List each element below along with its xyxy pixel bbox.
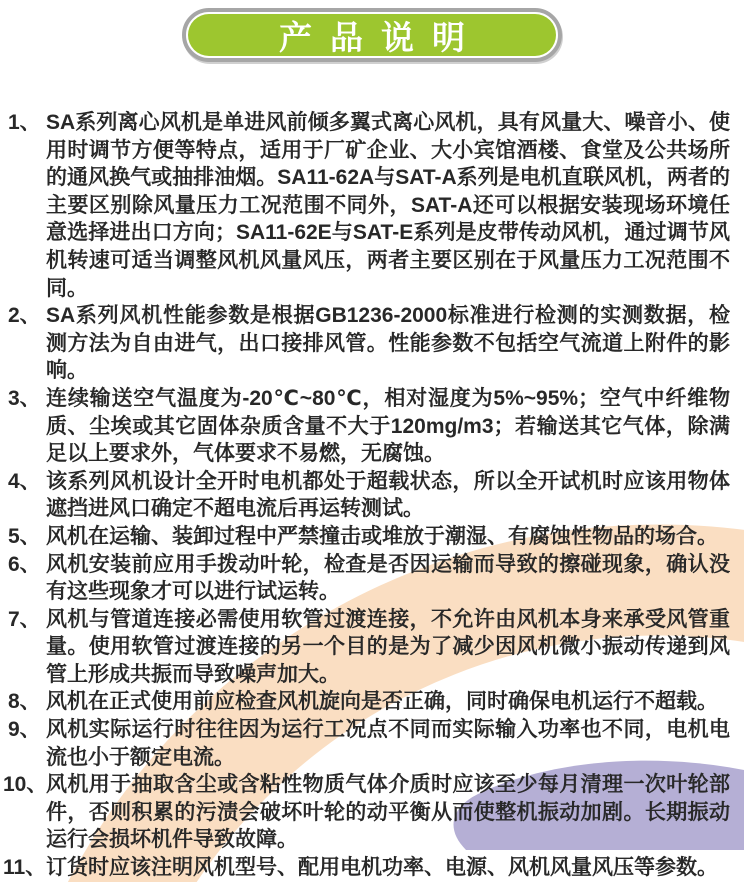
product-notes-list: [0, 109, 744, 882]
item-text: 风机用于抽取含尘或含粘性物质气体介质时应该至少每月清理一次叶轮部件，否则积累的污渍会破坏叶轮的动平衡从而使整机振动加剧。长期振动运行会损坏机件导致故障。: [46, 773, 730, 851]
list-item: [0, 771, 744, 854]
list-item: [0, 385, 744, 468]
item-text: 该系列风机设计全开时电机都处于超载状态，所以全开试机时应该用物体遮挡进风口确定不超电流后再运转测试。: [46, 470, 730, 521]
item-text: 订货时应该注明风机型号、配用电机功率、电源、风机风量风压等参数。: [46, 856, 718, 879]
page-title-banner-fill: [188, 14, 556, 56]
banner-container: [0, 8, 744, 62]
item-text: 风机在正式使用前应检查风机旋向是否正确，同时确保电机运行不超载。: [46, 690, 718, 713]
item-text: 风机在运输、装卸过程中严禁撞击或堆放于潮湿、有腐蚀性物品的场合。: [46, 525, 718, 548]
item-number: 8、: [8, 688, 41, 716]
item-text: SA系列风机性能参数是根据GB1236-2000标准进行检测的实测数据，检测方法为自由进气，出口接排风管。性能参数不包括空气流道上附件的影响。: [46, 304, 730, 382]
item-number: 1、: [8, 109, 41, 137]
item-number: 4、: [8, 468, 41, 496]
list-item: [0, 302, 744, 385]
page-title: 产品说明: [261, 12, 483, 59]
item-text: 连续输送空气温度为-20℃~80℃，相对湿度为5%~95%；空气中纤维物质、尘埃或其它固体杂质含量不大于120mg/m3；若输送其它气体，除满足以上要求外，气体要求不易燃，无腐蚀。: [46, 387, 730, 465]
list-item: [0, 523, 744, 551]
list-item: [0, 854, 744, 882]
list-item: [0, 606, 744, 689]
list-item: [0, 551, 744, 606]
item-number: 11、: [3, 854, 46, 882]
item-text: SA系列离心风机是单进风前倾多翼式离心风机，具有风量大、噪音小、使用时调节方便等特点，适用于厂矿企业、大小宾馆酒楼、食堂及公共场所的通风换气或抽排油烟。SA11-62A与SAT-A系列是电机直联风机，两者的主要区别除风量压力工况范围不同外，SAT-A还可以根据安装现场环境任意选择进出口方向；SA11-62E与SAT-E系列是皮带传动风机，通过调节风机转速可适当调整风机风量风压，两者主要区别在于风量压力工况范围不同。: [46, 111, 730, 300]
list-item: [0, 468, 744, 523]
item-number: 7、: [8, 606, 41, 634]
item-text: 风机安装前应用手拨动叶轮，检查是否因运输而导致的擦碰现象，确认没有这些现象才可以进行试运转。: [46, 553, 730, 604]
page-title-banner: [182, 8, 562, 62]
item-number: 2、: [8, 302, 41, 330]
list-item: [0, 716, 744, 771]
item-number: 5、: [8, 523, 41, 551]
list-item: [0, 688, 744, 716]
item-text: 风机与管道连接必需使用软管过渡连接，不允许由风机本身来承受风管重量。使用软管过渡连接的另一个目的是为了减少因风机微小振动传递到风管上形成共振而导致噪声加大。: [46, 608, 730, 686]
item-text: 风机实际运行时往往因为运行工况点不同而实际输入功率也不同，电机电流也小于额定电流。: [46, 718, 730, 769]
list-item: [0, 109, 744, 302]
item-number: 9、: [8, 716, 41, 744]
item-number: 10、: [3, 771, 47, 799]
item-number: 3、: [8, 385, 41, 413]
item-number: 6、: [8, 551, 41, 579]
